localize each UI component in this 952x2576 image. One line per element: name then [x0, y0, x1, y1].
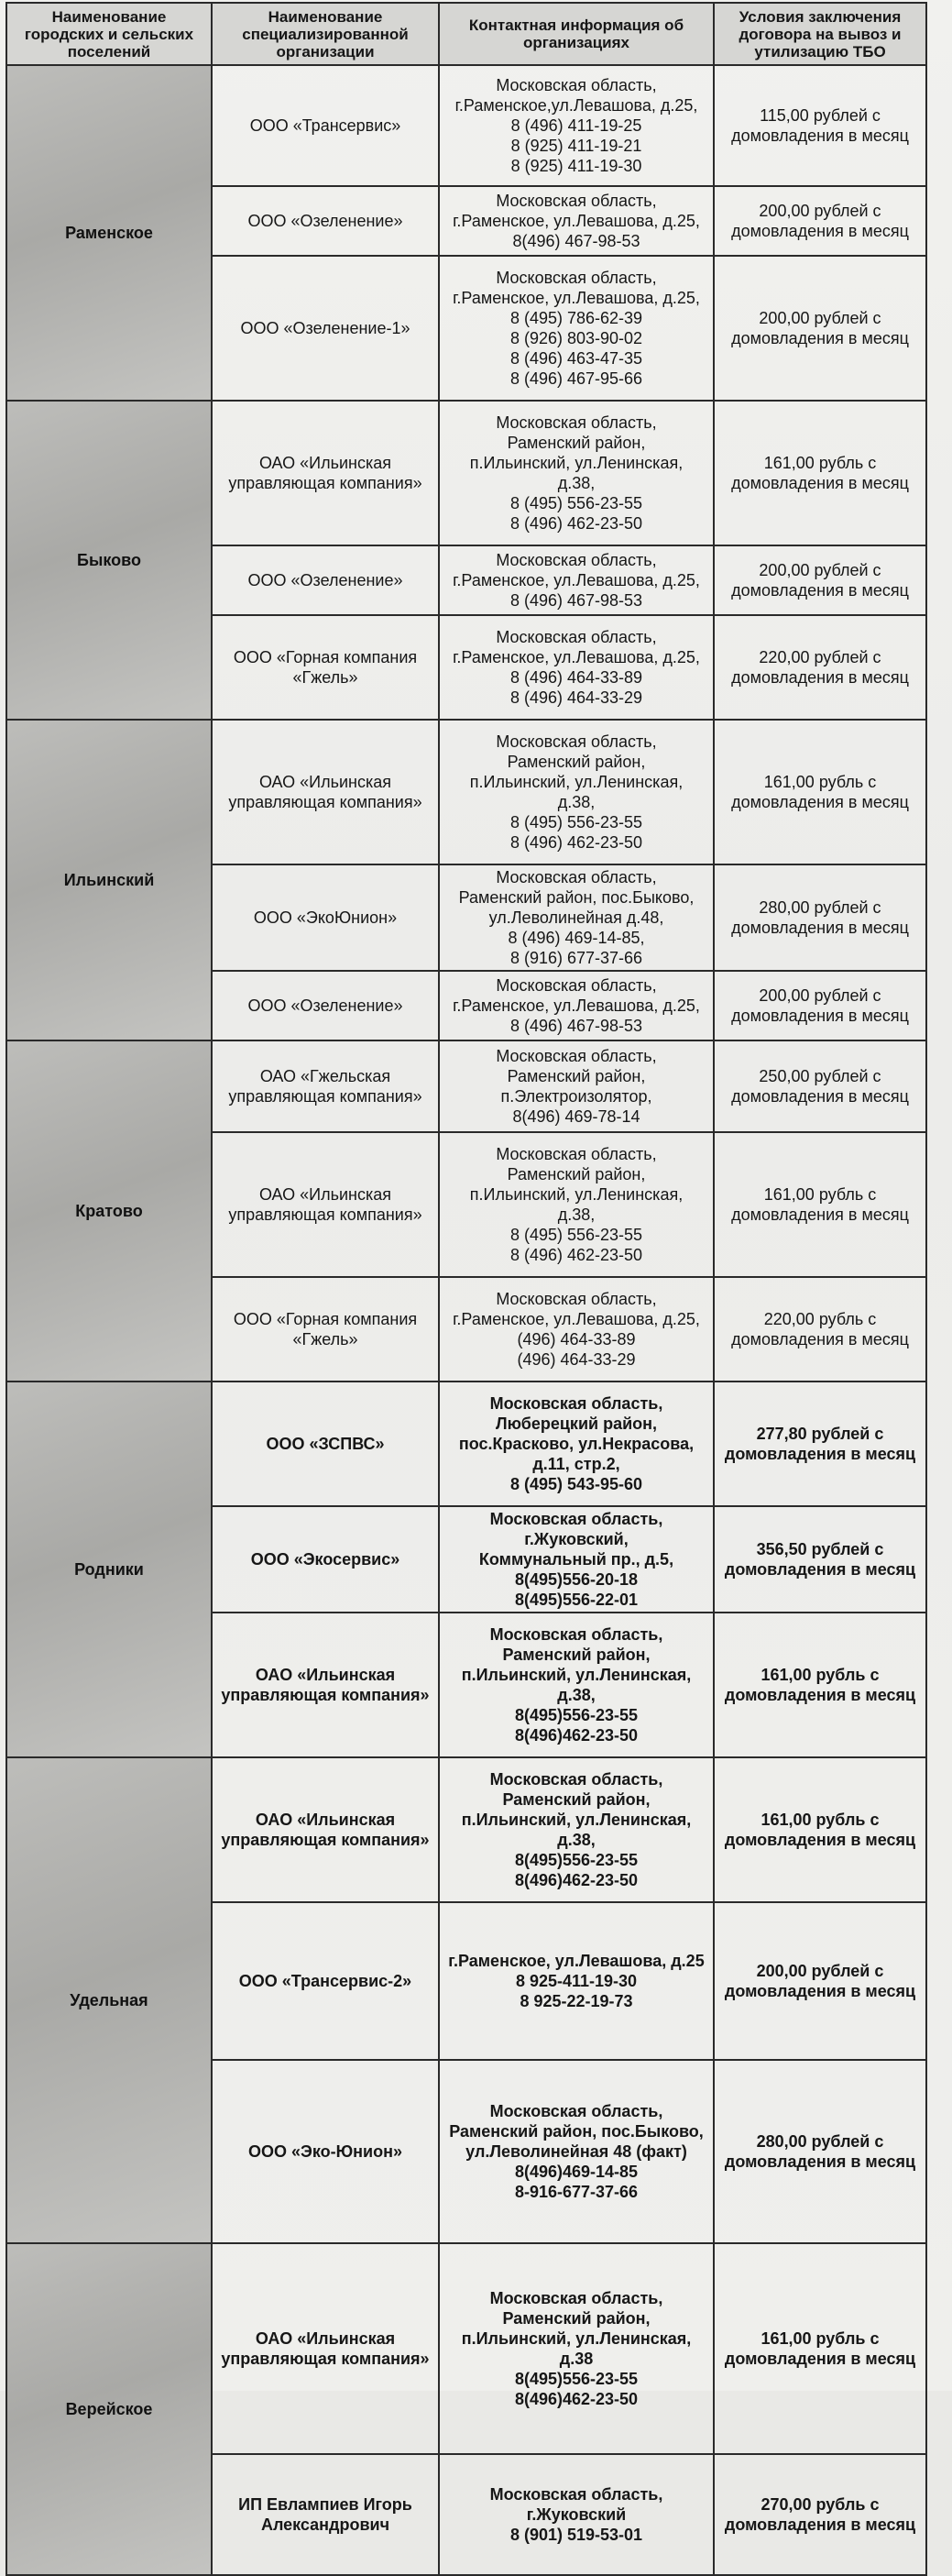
- settlement-name-cell: Раменское: [6, 65, 212, 401]
- terms-cell: 280,00 рублей с домовладения в месяц: [714, 2060, 926, 2243]
- contact-line: п.Ильинский, ул.Ленинская,: [461, 1811, 692, 1829]
- contact-line: Раменский район,: [502, 2309, 651, 2328]
- contact-line: 8 (496) 411-19-25: [510, 116, 642, 135]
- contact-line: 8 (496) 467-98-53: [509, 591, 643, 610]
- contact-line: 8 (496) 464-33-29: [509, 688, 643, 707]
- organization-cell: ООО «ЭкоЮнион»: [212, 864, 439, 971]
- header-settlement: Наименование городских и сельских поселений: [6, 3, 212, 65]
- contact-line: п.Ильинский, ул.Ленинская,: [461, 2329, 692, 2348]
- contact-line: Московская область,: [496, 269, 657, 287]
- organization-cell: ООО «Трансервис-2»: [212, 1902, 439, 2060]
- organization-cell: ИП Евлампиев Игорь Александрович: [212, 2454, 439, 2575]
- terms-cell: 161,00 рубль с домовладения в месяц: [714, 1613, 926, 1757]
- contact-line: Московская область,: [496, 976, 657, 995]
- contact-cell: [439, 1132, 714, 1277]
- contact-line: д.38,: [557, 1205, 596, 1224]
- contact-line: 8 (495) 556-23-55: [509, 1226, 643, 1244]
- header-contact: Контактная информация об организациях: [439, 3, 714, 65]
- organization-cell: ООО «ЗСПВС»: [212, 1382, 439, 1506]
- terms-cell: 200,00 рублей с домовладения в месяц: [714, 186, 926, 256]
- contact-cell: [439, 401, 714, 545]
- contact-cell: [439, 1757, 714, 1902]
- contact-cell: [439, 65, 714, 186]
- contact-line: Раменский район,: [502, 1790, 651, 1809]
- contact-line: Раменский район, пос.Быково,: [449, 2122, 704, 2141]
- contact-line: 8 (496) 463-47-35: [509, 349, 643, 368]
- contact-line: г.Раменское, ул.Левашова, д.25,: [453, 648, 700, 666]
- contact-line: Люберецкий район,: [495, 1415, 658, 1433]
- contact-line: ул.Леволинейная д.48,: [488, 908, 664, 927]
- terms-cell: 161,00 рубль с домовладения в месяц: [714, 1757, 926, 1902]
- organization-cell: ОАО «Гжельская управляющая компания»: [212, 1040, 439, 1132]
- contact-cell: [439, 1040, 714, 1132]
- organization-cell: ОАО «Ильинская управляющая компания»: [212, 1613, 439, 1757]
- contact-line: Московская область,: [489, 2485, 663, 2504]
- contact-cell: [439, 864, 714, 971]
- terms-cell: 161,00 рубль с домовладения в месяц: [714, 2243, 926, 2454]
- contact-cell: [439, 615, 714, 720]
- contact-line: 8 (495) 556-23-55: [509, 813, 643, 831]
- settlement-name-cell: Удельная: [6, 1757, 212, 2243]
- contact-line: Московская область,: [489, 1394, 663, 1413]
- contact-line: г.Раменское, ул.Левашова, д.25,: [453, 212, 700, 230]
- contact-line: г.Жуковский: [526, 2505, 627, 2524]
- contact-cell: [439, 2243, 714, 2454]
- contact-cell: [439, 545, 714, 615]
- contact-line: 8(495)556-20-18: [514, 1570, 639, 1589]
- terms-cell: 220,00 рубль с домовладения в месяц: [714, 1277, 926, 1382]
- terms-cell: 270,00 рубль с домовладения в месяц: [714, 2454, 926, 2575]
- contact-line: 8 (925) 411-19-21: [510, 137, 642, 155]
- contact-line: п.Ильинский, ул.Ленинская,: [469, 454, 684, 472]
- contact-line: 8(496)462-23-50: [514, 1871, 639, 1889]
- header-organization: Наименование специализированной организации: [212, 3, 439, 65]
- contact-line: (496) 464-33-29: [517, 1350, 636, 1369]
- terms-cell: 200,00 рублей с домовладения в месяц: [714, 256, 926, 401]
- organization-cell: ОАО «Ильинская управляющая компания»: [212, 1757, 439, 1902]
- contact-line: 8 (495) 786-62-39: [509, 309, 643, 327]
- header-row: [6, 3, 926, 65]
- contact-line: Московская область,: [489, 1625, 663, 1644]
- contact-line: Московская область,: [489, 1770, 663, 1789]
- organization-cell: ОАО «Ильинская управляющая компания»: [212, 1132, 439, 1277]
- contact-line: 8(496)469-14-85: [514, 2163, 639, 2181]
- organization-cell: ООО «Экосервис»: [212, 1506, 439, 1613]
- contact-line: д.38,: [557, 474, 596, 492]
- contact-line: (496) 464-33-89: [517, 1330, 636, 1349]
- contact-line: г.Раменское, ул.Левашова, д.25,: [453, 996, 700, 1015]
- organization-cell: ОАО «Ильинская управляющая компания»: [212, 720, 439, 864]
- contact-line: 8(495)556-23-55: [514, 1706, 639, 1724]
- contact-cell: [439, 971, 714, 1040]
- organization-cell: ОАО «Ильинская управляющая компания»: [212, 2243, 439, 2454]
- contact-line: Московская область,: [489, 2289, 663, 2307]
- organization-cell: ООО «Озеленение»: [212, 545, 439, 615]
- contact-line: г.Раменское, ул.Левашова, д.25,: [453, 571, 700, 589]
- contact-cell: [439, 186, 714, 256]
- contact-line: 8(496) 469-78-14: [512, 1107, 640, 1126]
- settlement-name-cell: Родники: [6, 1382, 212, 1757]
- contact-line: г.Раменское, ул.Левашова, д.25: [448, 1952, 705, 1970]
- contact-line: Раменский район,: [507, 1067, 646, 1085]
- contact-line: Московская область,: [489, 1510, 663, 1528]
- table-row: [6, 65, 926, 186]
- contact-line: д.38: [559, 2350, 594, 2368]
- terms-cell: 200,00 рублей с домовладения в месяц: [714, 545, 926, 615]
- terms-cell: 161,00 рубль с домовладения в месяц: [714, 1132, 926, 1277]
- organization-cell: ООО «Трансервис»: [212, 65, 439, 186]
- contact-line: Московская область,: [496, 628, 657, 646]
- table-row: [6, 2243, 926, 2454]
- contact-line: 8(495)556-22-01: [514, 1591, 639, 1609]
- settlement-name-cell: Ильинский: [6, 720, 212, 1040]
- contact-line: п.Ильинский, ул.Ленинская,: [469, 773, 684, 791]
- table-row: [6, 1382, 926, 1506]
- contact-line: д.38,: [557, 1831, 596, 1849]
- contact-line: 8 (496) 464-33-89: [509, 668, 643, 687]
- contact-line: Коммунальный пр., д.5,: [478, 1550, 674, 1569]
- terms-cell: 115,00 рублей с домовладения в месяц: [714, 65, 926, 186]
- contact-line: п.Ильинский, ул.Ленинская,: [461, 1666, 692, 1684]
- table-row: [6, 720, 926, 864]
- contact-line: 8 925-411-19-30: [515, 1972, 638, 1990]
- contact-line: Раменский район,: [507, 1165, 646, 1183]
- contact-line: 8(495)556-23-55: [514, 2370, 639, 2388]
- terms-cell: 220,00 рублей с домовладения в месяц: [714, 615, 926, 720]
- contact-line: 8 (901) 519-53-01: [509, 2526, 643, 2544]
- contact-cell: [439, 1506, 714, 1613]
- table-row: [6, 1040, 926, 1132]
- contact-line: Московская область,: [496, 551, 657, 569]
- contact-line: 8 (926) 803-90-02: [509, 329, 643, 347]
- contact-line: д.38,: [557, 1686, 596, 1704]
- contact-line: п.Электроизолятор,: [500, 1087, 652, 1106]
- contact-line: г.Жуковский,: [524, 1530, 629, 1548]
- contact-line: г.Раменское,ул.Левашова, д.25,: [454, 96, 698, 115]
- contact-line: д.38,: [557, 793, 596, 811]
- terms-cell: 250,00 рублей с домовладения в месяц: [714, 1040, 926, 1132]
- contact-line: г.Раменское, ул.Левашова, д.25,: [453, 1310, 700, 1328]
- contact-line: 8 (496) 467-95-66: [509, 369, 643, 388]
- contact-line: 8 (496) 462-23-50: [509, 1246, 643, 1264]
- contact-line: Московская область,: [496, 192, 657, 210]
- contact-line: 8 925-22-19-73: [520, 1992, 633, 2010]
- organization-cell: ООО «Эко-Юнион»: [212, 2060, 439, 2243]
- contact-line: Московская область,: [496, 1290, 657, 1308]
- contact-line: 8(496)462-23-50: [514, 2390, 639, 2408]
- organization-cell: ООО «Горная компания «Гжель»: [212, 615, 439, 720]
- contact-line: 8-916-677-37-66: [514, 2183, 639, 2201]
- contact-line: 8 (496) 462-23-50: [509, 833, 643, 852]
- contact-line: 8 (495) 543-95-60: [509, 1475, 643, 1493]
- terms-cell: 280,00 рублей с домовладения в месяц: [714, 864, 926, 971]
- contact-line: 8 (495) 556-23-55: [509, 494, 643, 512]
- contact-cell: [439, 2454, 714, 2575]
- settlement-name-cell: Быково: [6, 401, 212, 720]
- contact-line: г.Раменское, ул.Левашова, д.25,: [453, 289, 700, 307]
- contact-line: д.11, стр.2,: [532, 1455, 620, 1473]
- terms-cell: 161,00 рубль с домовладения в месяц: [714, 401, 926, 545]
- contact-line: 8(496)462-23-50: [514, 1726, 639, 1745]
- settlement-name-cell: Верейское: [6, 2243, 212, 2575]
- contact-cell: [439, 1613, 714, 1757]
- contact-cell: [439, 2060, 714, 2243]
- contact-cell: [439, 720, 714, 864]
- settlement-name-cell: Кратово: [6, 1040, 212, 1382]
- terms-cell: 161,00 рубль с домовладения в месяц: [714, 720, 926, 864]
- contact-line: 8 (925) 411-19-30: [510, 157, 642, 175]
- contact-line: Раменский район,: [502, 1646, 651, 1664]
- organization-cell: ООО «Озеленение-1»: [212, 256, 439, 401]
- contact-line: Раменский район,: [507, 753, 646, 771]
- terms-cell: 277,80 рублей с домовладения в месяц: [714, 1382, 926, 1506]
- contact-cell: [439, 1902, 714, 2060]
- contact-line: Московская область,: [496, 868, 657, 886]
- table-row: [6, 1757, 926, 1902]
- contact-line: 8 (496) 462-23-50: [509, 514, 643, 533]
- contact-line: Раменский район, пос.Быково,: [458, 888, 695, 907]
- contact-line: Московская область,: [496, 732, 657, 751]
- contact-line: 8 (496) 467-98-53: [509, 1017, 643, 1035]
- table-row: [6, 401, 926, 545]
- contact-line: 8(496) 467-98-53: [512, 232, 640, 250]
- contact-line: Московская область,: [496, 413, 657, 432]
- header-terms: Условия заключения договора на вывоз и утилизацию ТБО: [714, 3, 926, 65]
- terms-cell: 356,50 рублей с домовладения в месяц: [714, 1506, 926, 1613]
- contact-line: Московская область,: [496, 76, 657, 94]
- contact-cell: [439, 256, 714, 401]
- terms-cell: 200,00 рублей с домовладения в месяц: [714, 971, 926, 1040]
- contact-line: пос.Красково, ул.Некрасова,: [458, 1435, 695, 1453]
- contact-line: Раменский район,: [507, 434, 646, 452]
- contact-line: п.Ильинский, ул.Ленинская,: [469, 1185, 684, 1204]
- tbo-contracts-table: [5, 2, 927, 2576]
- contact-line: 8 (496) 469-14-85,: [508, 929, 645, 947]
- contact-line: 8 (916) 677-37-66: [509, 949, 643, 967]
- contact-line: ул.Леволинейная 48 (факт): [465, 2142, 687, 2161]
- organization-cell: ООО «Горная компания «Гжель»: [212, 1277, 439, 1382]
- contact-line: 8(495)556-23-55: [514, 1851, 639, 1869]
- organization-cell: ООО «Озеленение»: [212, 186, 439, 256]
- organization-cell: ОАО «Ильинская управляющая компания»: [212, 401, 439, 545]
- contact-cell: [439, 1277, 714, 1382]
- contact-line: Московская область,: [489, 2102, 663, 2120]
- contact-line: Московская область,: [496, 1047, 657, 1065]
- contact-line: Московская область,: [496, 1145, 657, 1163]
- contact-cell: [439, 1382, 714, 1506]
- terms-cell: 200,00 рублей с домовладения в месяц: [714, 1902, 926, 2060]
- organization-cell: ООО «Озеленение»: [212, 971, 439, 1040]
- table-body: [6, 65, 926, 2575]
